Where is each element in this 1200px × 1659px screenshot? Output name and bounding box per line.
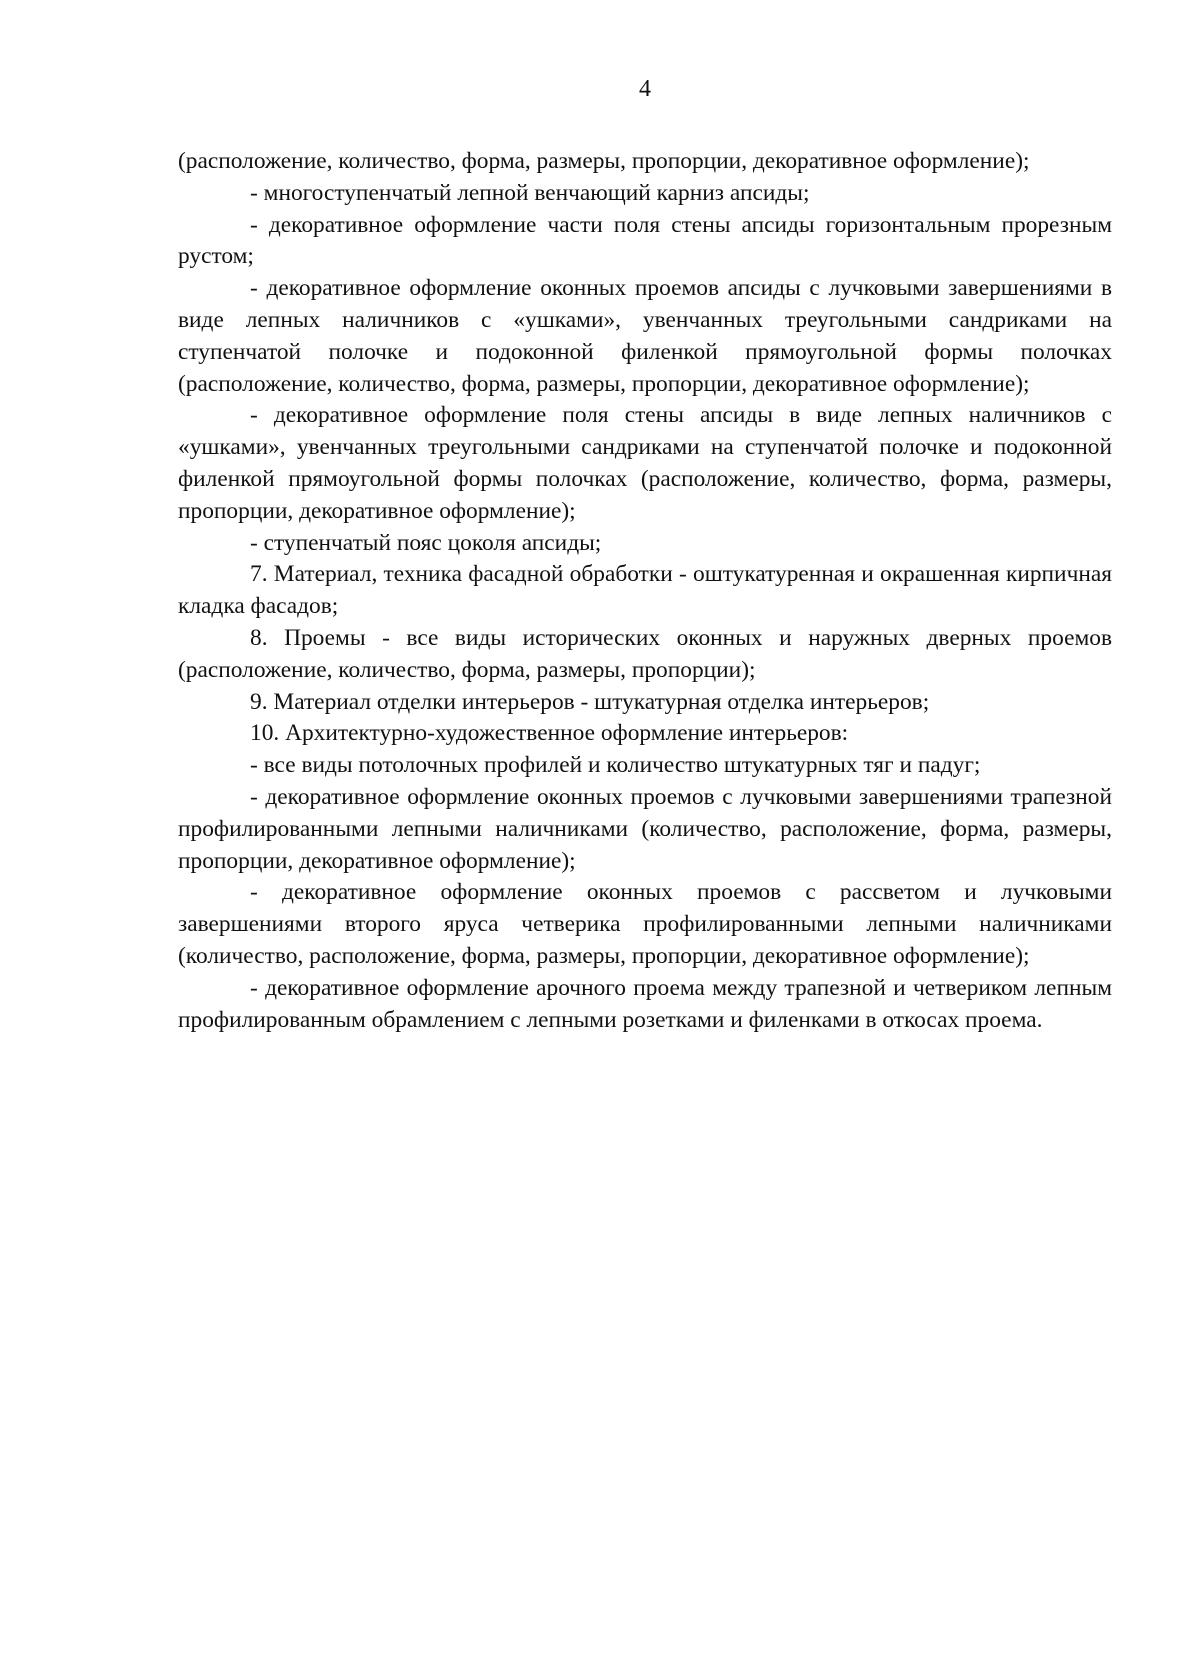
paragraph: - все виды потолочных профилей и количество штукатурных тяг и падуг; — [250, 752, 981, 779]
paragraph: - многоступенчатый лепной венчающий карниз апсиды; — [250, 179, 810, 206]
paragraph: - декоративное оформление оконных проемов с лучковыми завершениями трапезной профилированными лепными наличниками (количество, расположение, форма, размеры, пропорции, декоративное оформление); — [178, 783, 1112, 874]
paragraph: - декоративное оформление части поля стены апсиды горизонтальным прорезным рустом; — [178, 211, 1112, 270]
paragraph: - декоративное оформление поля стены апсиды в виде лепных наличников с «ушками», увенчанных треугольными сандриками на ступенчатой полочке и подоконной филенкой прямоугольной формы полочках (расположение, количество, форма, размеры, пропорции, декоративное оформление); — [178, 402, 1112, 524]
page-number: 4 — [639, 76, 651, 102]
paragraph: - декоративное оформление оконных проемов апсиды с лучковыми завершениями в виде лепных наличников с «ушками», увенчанных треугольными сандриками на ступенчатой полочке и подоконной филенкой прямоугольной формы полочках (расположение, количество, форма, размеры, пропорции, декоративное оформление); — [178, 275, 1112, 397]
paragraph: 8. Проемы - все виды исторических оконных и наружных дверных проемов (расположение, количество, форма, размеры, пропорции); — [178, 624, 1112, 683]
document-body — [178, 146, 1112, 1036]
paragraph: 7. Материал, техника фасадной обработки - оштукатуренная и окрашенная кирпичная кладка фасадов; — [178, 561, 1112, 620]
paragraph: - ступенчатый пояс цоколя апсиды; — [250, 529, 602, 556]
paragraph: - декоративное оформление арочного проема между трапезной и четвериком лепным профилированным обрамлением с лепными розетками и филенками в откосах проема. — [178, 974, 1112, 1033]
paragraph: (расположение, количество, форма, размеры, пропорции, декоративное оформление); — [178, 148, 1030, 174]
paragraph: - декоративное оформление оконных проемов с рассветом и лучковыми завершениями второго яруса четверика профилированными лепными наличниками (количество, расположение, форма, размеры, пропорции, декоративное оформление); — [178, 879, 1112, 969]
paragraph: 10. Архитектурно-художественное оформление интерьеров: — [250, 720, 849, 747]
paragraph: 9. Материал отделки интерьеров - штукатурная отделка интерьеров; — [250, 688, 930, 715]
